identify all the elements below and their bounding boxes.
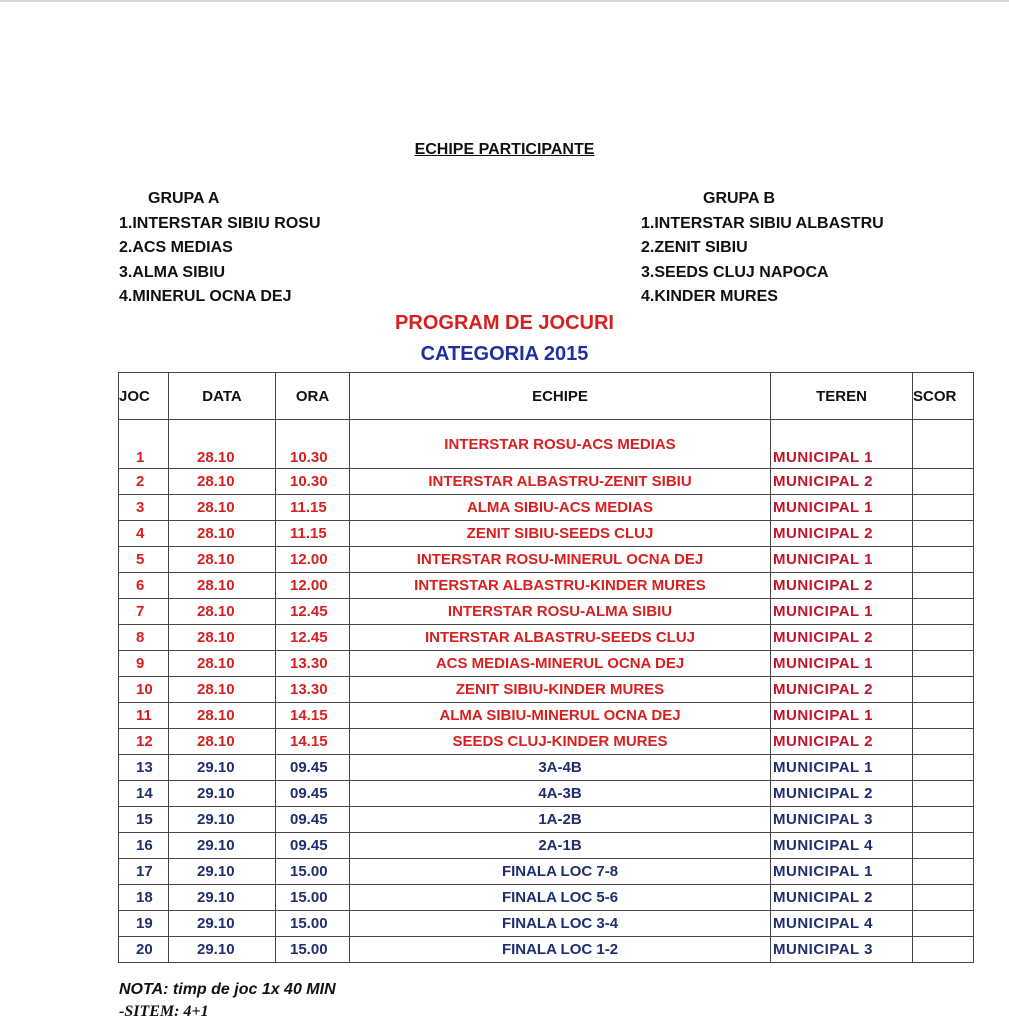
cell-echipe: 1A-2B <box>350 807 771 833</box>
cell-data: 28.10 <box>169 599 276 625</box>
group-b-team: 3.SEEDS CLUJ NAPOCA <box>641 263 829 281</box>
cell-ora: 13.30 <box>276 651 350 677</box>
group-a-team: 1.INTERSTAR SIBIU ROSU <box>119 214 321 232</box>
category-title: CATEGORIA 2015 <box>420 343 589 365</box>
cell-scor <box>913 729 974 755</box>
cell-scor <box>913 651 974 677</box>
cell-ora: 10.30 <box>276 420 350 469</box>
cell-teren: MUNICIPAL 2 <box>771 625 913 651</box>
note <box>119 979 336 1023</box>
cell-teren: MUNICIPAL 1 <box>771 755 913 781</box>
cell-data: 29.10 <box>169 885 276 911</box>
group-a <box>119 187 321 310</box>
cell-teren: MUNICIPAL 1 <box>771 420 913 469</box>
cell-ora: 09.45 <box>276 755 350 781</box>
cell-scor <box>913 937 974 963</box>
table-row <box>119 420 974 469</box>
cell-echipe: ZENIT SIBIU-KINDER MURES <box>350 677 771 703</box>
cell-scor <box>913 755 974 781</box>
cell-ora: 14.15 <box>276 703 350 729</box>
cell-echipe: ALMA SIBIU-MINERUL OCNA DEJ <box>350 703 771 729</box>
cell-teren: MUNICIPAL 3 <box>771 937 913 963</box>
cell-echipe: INTERSTAR ROSU-ALMA SIBIU <box>350 599 771 625</box>
table-row <box>119 807 974 833</box>
table-row <box>119 781 974 807</box>
cell-teren: MUNICIPAL 1 <box>771 547 913 573</box>
cell-ora: 15.00 <box>276 859 350 885</box>
cell-data: 28.10 <box>169 729 276 755</box>
table-row <box>119 755 974 781</box>
cell-joc: 18 <box>119 885 169 911</box>
cell-joc: 8 <box>119 625 169 651</box>
cell-data: 29.10 <box>169 807 276 833</box>
cell-ora: 15.00 <box>276 937 350 963</box>
table-row <box>119 677 974 703</box>
cell-echipe: INTERSTAR ROSU-MINERUL OCNA DEJ <box>350 547 771 573</box>
cell-echipe: ZENIT SIBIU-SEEDS CLUJ <box>350 521 771 547</box>
cell-scor <box>913 469 974 495</box>
cell-teren: MUNICIPAL 2 <box>771 469 913 495</box>
header-data: DATA <box>169 373 276 420</box>
note-system: -SITEM: 4+1 <box>119 1003 209 1020</box>
cell-echipe: 2A-1B <box>350 833 771 859</box>
cell-data: 28.10 <box>169 420 276 469</box>
cell-data: 28.10 <box>169 521 276 547</box>
table-row <box>119 859 974 885</box>
cell-data: 28.10 <box>169 547 276 573</box>
cell-ora: 11.15 <box>276 521 350 547</box>
table-row <box>119 469 974 495</box>
cell-echipe: ACS MEDIAS-MINERUL OCNA DEJ <box>350 651 771 677</box>
cell-scor <box>913 885 974 911</box>
cell-echipe: 3A-4B <box>350 755 771 781</box>
group-b-name: GRUPA B <box>703 190 775 207</box>
cell-scor <box>913 599 974 625</box>
cell-joc: 13 <box>119 755 169 781</box>
header-echipe: ECHIPE <box>350 373 771 420</box>
cell-teren: MUNICIPAL 2 <box>771 885 913 911</box>
cell-teren: MUNICIPAL 2 <box>771 521 913 547</box>
cell-joc: 10 <box>119 677 169 703</box>
group-b-team: 1.INTERSTAR SIBIU ALBASTRU <box>641 214 884 232</box>
table-row <box>119 599 974 625</box>
cell-ora: 14.15 <box>276 729 350 755</box>
group-b-team: 2.ZENIT SIBIU <box>641 239 748 256</box>
cell-scor <box>913 781 974 807</box>
top-divider <box>0 0 1009 2</box>
cell-joc: 14 <box>119 781 169 807</box>
cell-data: 28.10 <box>169 625 276 651</box>
cell-echipe: INTERSTAR ALBASTRU-KINDER MURES <box>350 573 771 599</box>
cell-joc: 5 <box>119 547 169 573</box>
cell-data: 29.10 <box>169 911 276 937</box>
header-scor: SCOR <box>913 373 974 420</box>
cell-teren: MUNICIPAL 1 <box>771 495 913 521</box>
cell-scor <box>913 859 974 885</box>
cell-ora: 09.45 <box>276 833 350 859</box>
cell-data: 29.10 <box>169 755 276 781</box>
table-row <box>119 703 974 729</box>
cell-joc: 2 <box>119 469 169 495</box>
cell-scor <box>913 677 974 703</box>
cell-data: 28.10 <box>169 573 276 599</box>
cell-scor <box>913 573 974 599</box>
cell-data: 28.10 <box>169 703 276 729</box>
cell-scor <box>913 911 974 937</box>
cell-joc: 16 <box>119 833 169 859</box>
cell-ora: 15.00 <box>276 885 350 911</box>
table-row <box>119 911 974 937</box>
cell-echipe: FINALA LOC 5-6 <box>350 885 771 911</box>
cell-data: 28.10 <box>169 651 276 677</box>
cell-joc: 9 <box>119 651 169 677</box>
schedule-table <box>118 372 974 963</box>
group-b <box>641 187 884 310</box>
table-row <box>119 573 974 599</box>
cell-ora: 11.15 <box>276 495 350 521</box>
cell-teren: MUNICIPAL 1 <box>771 651 913 677</box>
cell-scor <box>913 703 974 729</box>
note-time: NOTA: timp de joc 1x 40 MIN <box>119 981 336 998</box>
cell-ora: 09.45 <box>276 781 350 807</box>
cell-ora: 09.45 <box>276 807 350 833</box>
table-row <box>119 495 974 521</box>
header-ora: ORA <box>276 373 350 420</box>
cell-data: 29.10 <box>169 833 276 859</box>
cell-data: 29.10 <box>169 937 276 963</box>
cell-joc: 11 <box>119 703 169 729</box>
cell-joc: 15 <box>119 807 169 833</box>
cell-joc: 3 <box>119 495 169 521</box>
table-row <box>119 547 974 573</box>
cell-joc: 20 <box>119 937 169 963</box>
program-title: PROGRAM DE JOCURI <box>395 312 614 334</box>
cell-ora: 10.30 <box>276 469 350 495</box>
cell-scor <box>913 495 974 521</box>
cell-ora: 12.45 <box>276 599 350 625</box>
cell-teren: MUNICIPAL 2 <box>771 729 913 755</box>
header-joc: JOC <box>119 373 169 420</box>
cell-scor <box>913 420 974 469</box>
table-row <box>119 651 974 677</box>
cell-joc: 1 <box>119 420 169 469</box>
table-row <box>119 937 974 963</box>
cell-joc: 17 <box>119 859 169 885</box>
cell-joc: 4 <box>119 521 169 547</box>
table-row <box>119 833 974 859</box>
cell-joc: 19 <box>119 911 169 937</box>
cell-ora: 15.00 <box>276 911 350 937</box>
table-row <box>119 625 974 651</box>
group-a-team: 4.MINERUL OCNA DEJ <box>119 288 292 305</box>
schedule-body <box>119 420 974 963</box>
cell-data: 28.10 <box>169 677 276 703</box>
cell-echipe: INTERSTAR ALBASTRU-ZENIT SIBIU <box>350 469 771 495</box>
cell-joc: 7 <box>119 599 169 625</box>
cell-scor <box>913 521 974 547</box>
table-row <box>119 521 974 547</box>
cell-data: 28.10 <box>169 495 276 521</box>
cell-scor <box>913 625 974 651</box>
cell-echipe: FINALA LOC 7-8 <box>350 859 771 885</box>
cell-ora: 13.30 <box>276 677 350 703</box>
cell-echipe: FINALA LOC 1-2 <box>350 937 771 963</box>
cell-echipe: INTERSTAR ROSU-ACS MEDIAS <box>350 420 771 469</box>
group-a-name: GRUPA A <box>148 190 220 207</box>
group-b-team: 4.KINDER MURES <box>641 288 778 305</box>
cell-ora: 12.00 <box>276 547 350 573</box>
cell-joc: 12 <box>119 729 169 755</box>
cell-scor <box>913 807 974 833</box>
cell-teren: MUNICIPAL 2 <box>771 677 913 703</box>
group-a-team: 2.ACS MEDIAS <box>119 239 233 256</box>
table-row <box>119 885 974 911</box>
cell-scor <box>913 547 974 573</box>
cell-joc: 6 <box>119 573 169 599</box>
header-teren: TEREN <box>771 373 913 420</box>
table-header-row <box>119 373 974 420</box>
cell-ora: 12.45 <box>276 625 350 651</box>
cell-data: 29.10 <box>169 781 276 807</box>
cell-teren: MUNICIPAL 2 <box>771 573 913 599</box>
cell-ora: 12.00 <box>276 573 350 599</box>
cell-teren: MUNICIPAL 1 <box>771 599 913 625</box>
cell-echipe: 4A-3B <box>350 781 771 807</box>
cell-scor <box>913 833 974 859</box>
cell-echipe: ALMA SIBIU-ACS MEDIAS <box>350 495 771 521</box>
cell-teren: MUNICIPAL 1 <box>771 859 913 885</box>
cell-echipe: INTERSTAR ALBASTRU-SEEDS CLUJ <box>350 625 771 651</box>
cell-teren: MUNICIPAL 4 <box>771 833 913 859</box>
cell-teren: MUNICIPAL 1 <box>771 703 913 729</box>
cell-echipe: FINALA LOC 3-4 <box>350 911 771 937</box>
participants-title: ECHIPE PARTICIPANTE <box>414 141 595 158</box>
cell-teren: MUNICIPAL 4 <box>771 911 913 937</box>
cell-teren: MUNICIPAL 2 <box>771 781 913 807</box>
cell-data: 29.10 <box>169 859 276 885</box>
cell-teren: MUNICIPAL 3 <box>771 807 913 833</box>
table-row <box>119 729 974 755</box>
cell-echipe: SEEDS CLUJ-KINDER MURES <box>350 729 771 755</box>
group-a-team: 3.ALMA SIBIU <box>119 263 226 281</box>
cell-data: 28.10 <box>169 469 276 495</box>
